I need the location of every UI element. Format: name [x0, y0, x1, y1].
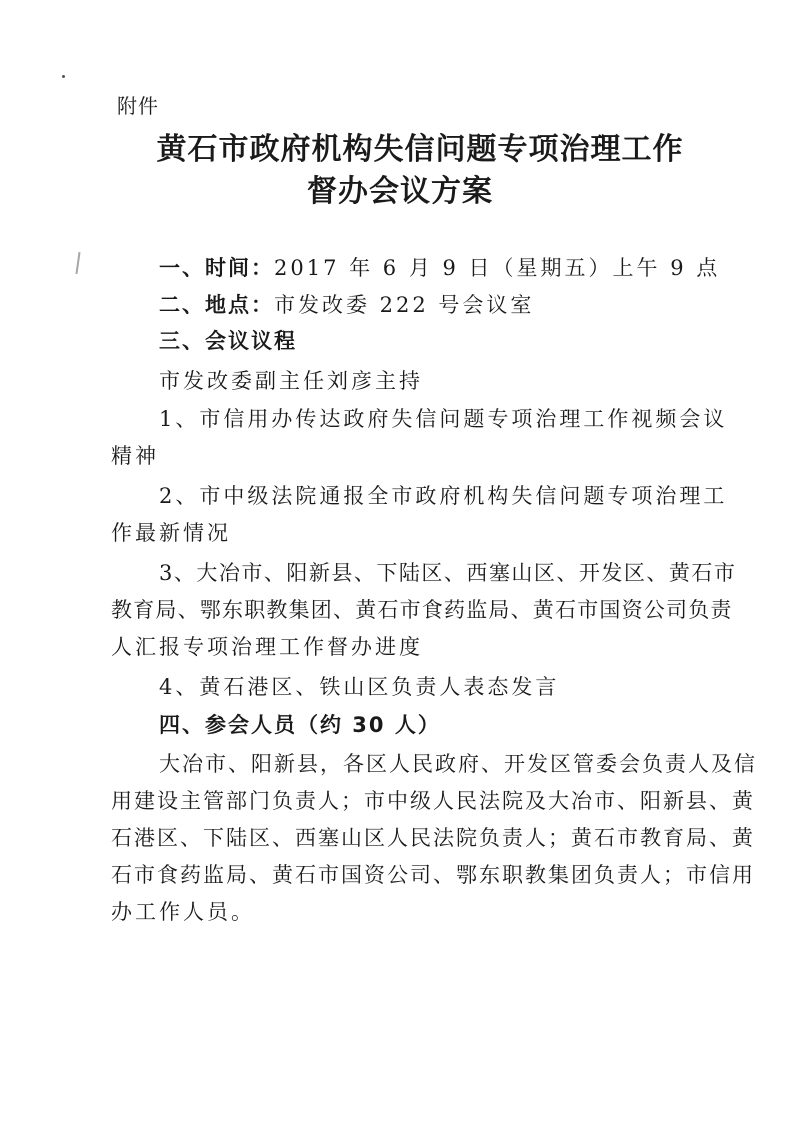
agenda-item-3-line-3: 人汇报专项治理工作督办进度 — [111, 635, 423, 659]
agenda-item-3-line-1: 3、大冶市、阳新县、下陆区、西塞山区、开发区、黄石市 — [159, 561, 737, 585]
document-title-line-2: 督办会议方案 — [307, 174, 493, 209]
place-value: 市发改委 222 号会议室 — [274, 293, 535, 317]
agenda-item-3-line-2: 教育局、鄂东职教集团、黄石市食药监局、黄石市国资公司负责 — [111, 598, 733, 622]
place-label: 二、地点： — [159, 293, 274, 317]
place-row — [159, 289, 534, 319]
scan-mark — [75, 252, 80, 274]
attendees-line-2: 用建设主管部门负责人；市中级人民法院及大冶市、阳新县、黄 — [111, 789, 755, 813]
agenda-item-1-line-1: 1、市信用办传达政府失信问题专项治理工作视频会议 — [159, 407, 728, 431]
agenda-heading: 三、会议议程 — [159, 329, 297, 353]
attendees-line-4: 石市食药监局、黄石市国资公司、鄂东职教集团负责人；市信用 — [111, 863, 755, 887]
agenda-item-2-line-2: 作最新情况 — [111, 521, 231, 545]
scan-dot — [62, 75, 65, 78]
time-label: 一、时间： — [159, 256, 274, 280]
attendees-line-3: 石港区、下陆区、西塞山区人民法院负责人；黄石市教育局、黄 — [111, 826, 755, 850]
attendees-heading: 四、参会人员（约 30 人） — [159, 713, 441, 737]
time-row — [159, 252, 720, 282]
agenda-item-1-line-2: 精神 — [111, 444, 159, 468]
attendees-line-5: 办工作人员。 — [111, 900, 255, 924]
document-title-line-1: 黄石市政府机构失信问题专项治理工作 — [156, 132, 684, 167]
time-value: 2017 年 6 月 9 日（星期五）上午 9 点 — [274, 256, 721, 280]
agenda-item-4: 4、黄石港区、铁山区负责人表态发言 — [159, 675, 560, 699]
agenda-host: 市发改委副主任刘彦主持 — [159, 369, 423, 393]
agenda-item-2-line-1: 2、市中级法院通报全市政府机构失信问题专项治理工 — [159, 484, 728, 508]
attendees-line-1: 大冶市、阳新县，各区人民政府、开发区管委会负责人及信 — [159, 752, 757, 776]
attachment-label: 附件 — [117, 94, 159, 118]
